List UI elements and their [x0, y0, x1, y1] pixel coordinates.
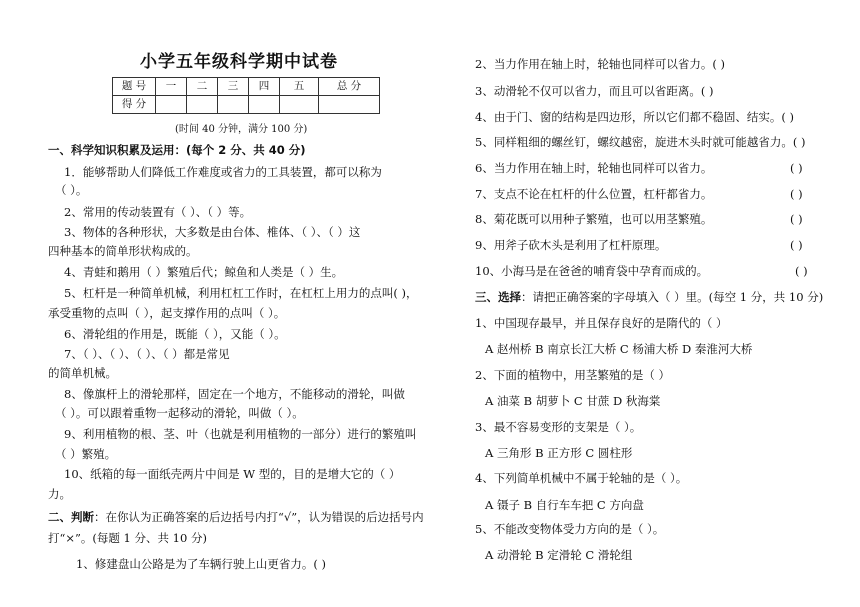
score-blank: [187, 96, 218, 114]
section1-heading: 一、科学知识积累及运用：(每个 2 分、共 40 分): [48, 143, 306, 157]
section3-heading-rest: ：请把正确答案的字母填入（ ）里。(每空 1 分，共 10 分): [521, 290, 824, 304]
s2-item: 6、当力作用在轴上时，轮轴也同样可以省力。: [475, 161, 713, 175]
score-row-label: 得 分: [113, 96, 156, 114]
score-table: [112, 77, 380, 114]
s1-line: 7、（ ）、（ ）、（ ）、（ ）都是常见: [64, 347, 230, 361]
s2-item: 5、同样粗细的螺丝钉，螺纹越密，旋进木头时就可能越省力。( ): [475, 135, 806, 149]
s1-line: 9、利用植物的根、茎、叶（也就是利用植物的一部分）进行的繁殖叫: [64, 427, 417, 441]
s1-line: 承受重物的点叫（ ），起支撑作用的点叫（ ）。: [48, 306, 286, 320]
answer-paren: ( ): [790, 161, 803, 175]
s3-options: A 三角形 B 正方形 C 圆柱形: [485, 446, 633, 460]
score-table-score-row: [113, 96, 380, 114]
s1-line: （ ）繁殖。: [55, 447, 117, 461]
answer-paren: ( ): [795, 264, 808, 278]
s2-item: 10、小海马是在爸爸的哺育袋中孕育而成的。: [475, 264, 709, 278]
s2-item: 3、动滑轮不仅可以省力，而且可以省距离。( ): [475, 84, 714, 98]
s1-line: 力。: [48, 487, 71, 501]
section2-heading-line2: 打“×”。(每题 1 分、共 10 分): [48, 531, 207, 545]
answer-paren: ( ): [790, 238, 803, 252]
score-cell: 一: [156, 78, 187, 96]
s3-question: 4、下列简单机械中不属于轮轴的是（ ）。: [475, 471, 688, 485]
section3-heading-bold: 三、选择: [475, 290, 521, 304]
s1-line: 四种基本的简单形状构成的。: [48, 244, 198, 258]
section2-heading-rest: ：在你认为正确答案的后边括号内打“√”，认为错误的后边括号内: [94, 510, 424, 524]
score-cell: 三: [218, 78, 249, 96]
score-cell: 总 分: [319, 78, 380, 96]
score-blank: [249, 96, 280, 114]
score-blank: [218, 96, 249, 114]
page-title: 小学五年级科学期中试卷: [140, 52, 338, 72]
s3-options: A 镊子 B 自行车车把 C 方向盘: [485, 498, 644, 512]
s2-item: 2、当力作用在轴上时，轮轴也同样可以省力。( ): [475, 57, 725, 71]
score-cell: 四: [249, 78, 280, 96]
score-blank: [280, 96, 319, 114]
answer-paren: ( ): [790, 187, 803, 201]
s3-options: A 赵州桥 B 南京长江大桥 C 杨浦大桥 D 秦淮河大桥: [485, 342, 753, 356]
section3-heading: [475, 290, 823, 304]
s3-options: A 油菜 B 胡萝卜 C 甘蔗 D 秋海棠: [485, 394, 661, 408]
score-blank: [156, 96, 187, 114]
s1-line: 1．能够帮助人们降低工作难度或省力的工具装置，都可以称为: [64, 165, 382, 179]
s2-item: 1、修建盘山公路是为了车辆行驶上山更省力。( ): [76, 557, 326, 571]
s2-item: 9、用斧子砍木头是利用了杠杆原理。: [475, 238, 667, 252]
s3-options: A 动滑轮 B 定滑轮 C 滑轮组: [485, 548, 633, 562]
answer-paren: ( ): [790, 212, 803, 226]
s1-line: 3、物体的各种形状，大多数是由台体、椎体、（ ）、（ ）这: [64, 225, 361, 239]
s1-line: （ ）。: [55, 183, 88, 197]
s2-item: 7、支点不论在杠杆的什么位置，杠杆都省力。: [475, 187, 713, 201]
s1-line: 10、纸箱的每一面纸壳两片中间是 W 型的，目的是增大它的（ ）: [64, 467, 401, 481]
time-note: (时间 40 分钟，满分 100 分): [175, 124, 308, 135]
s1-line: 的简单机械。: [48, 366, 117, 380]
s1-line: 5、杠杆是一种简单机械，利用杠杠工作时，在杠杠上用力的点叫( )，: [64, 286, 418, 300]
s3-question: 2、下面的植物中，用茎繁殖的是（ ）: [475, 368, 670, 382]
s1-line: （ ）。可以跟着重物一起移动的滑轮，叫做（ ）。: [55, 406, 304, 420]
section2-heading: [48, 510, 424, 524]
score-table-header-row: [113, 78, 380, 96]
s1-line: 8、像旗杆上的滑轮那样，固定在一个地方，不能移动的滑轮，叫做: [64, 387, 405, 401]
s3-question: 3、最不容易变形的支架是（ ）。: [475, 420, 642, 434]
s3-question: 1、中国现存最早，并且保存良好的是隋代的（ ）: [475, 316, 728, 330]
s1-line: 6、滑轮组的作用是，既能（ ），又能（ ）。: [64, 327, 286, 341]
score-cell: 题 号: [113, 78, 156, 96]
s2-item: 8、菊花既可以用种子繁殖，也可以用茎繁殖。: [475, 212, 713, 226]
s1-line: 2、常用的传动装置有（ ）、（ ）等。: [64, 205, 252, 219]
score-blank: [319, 96, 380, 114]
s3-question: 5、不能改变物体受力方向的是（ ）。: [475, 522, 665, 536]
score-cell: 五: [280, 78, 319, 96]
score-cell: 二: [187, 78, 218, 96]
section2-heading-bold: 二、判断: [48, 510, 94, 524]
s1-line: 4、青蛙和鹅用（ ）繁殖后代；鲸鱼和人类是（ ）生。: [64, 265, 344, 279]
s2-item: 4、由于门、窗的结构是四边形，所以它们都不稳固、结实。( ): [475, 110, 794, 124]
